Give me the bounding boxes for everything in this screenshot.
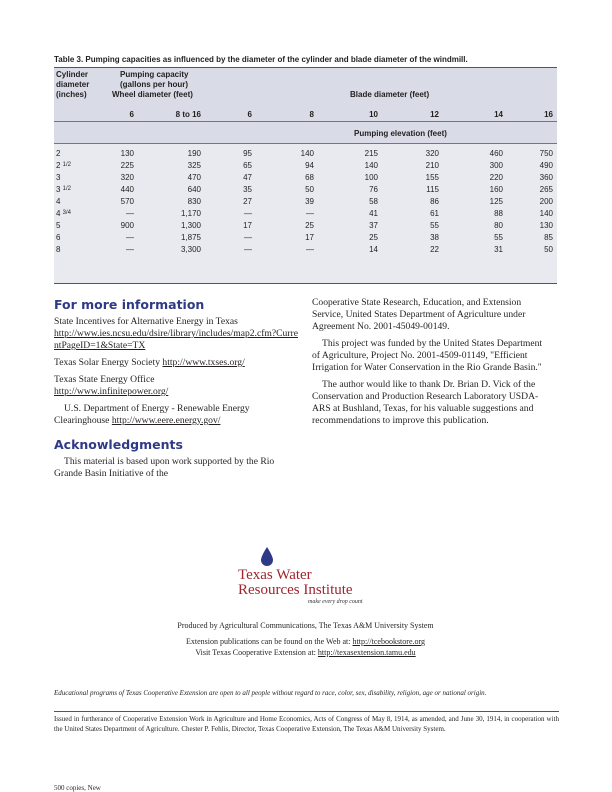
- capacity-cell: 1,170: [180, 209, 201, 218]
- capacity-cell: 900: [120, 221, 134, 230]
- capacity-cell: 3,300: [180, 245, 201, 254]
- capacity-cell: 50: [544, 245, 553, 254]
- capacity-cell: 490: [539, 161, 553, 170]
- capacity-cell: 225: [120, 161, 134, 170]
- table-title: Table 3. Pumping capacities as influenced by the diameter of the cylinder and blade diameter of the windmill.: [54, 55, 468, 64]
- capacity-cell: 440: [120, 185, 134, 194]
- capacity-cell: 140: [300, 149, 314, 158]
- capacity-cell: 100: [364, 173, 378, 182]
- more-info-item-text: Texas Solar Energy Society: [54, 357, 160, 368]
- capacity-cell: 155: [425, 173, 439, 182]
- capacity-cell: 47: [243, 173, 252, 182]
- ack-paragraph-2: This project was funded by the United States Department of Agriculture, Project No. 2001-4509-01149, "Efficient Irrigation for Water Conservation in the Rio Grande Basin.": [312, 338, 543, 373]
- column-header: 12: [430, 110, 439, 119]
- twri-logo: [234, 547, 394, 607]
- issued-statement: Issued in furtherance of Cooperative Extension Work in Agriculture and Home Economics, Acts of Congress of May 8, 1914, as amended, and June 30, 1914, in cooperation with the United States Department of Agriculture. Chester P. Fehlis, Director, Texas Cooperative Extension, The Texas A&M University System.: [54, 715, 559, 733]
- column-header: 8 to 16: [175, 110, 201, 119]
- more-info-item: [54, 357, 300, 369]
- cylinder-diameter-whole: 3: [56, 185, 63, 194]
- capacity-cell: 61: [430, 209, 439, 218]
- capacity-cell: 65: [243, 161, 252, 170]
- column-header: 10: [369, 110, 378, 119]
- header-gallons-per-hour: (gallons per hour): [120, 80, 188, 89]
- visit-line: [54, 647, 557, 658]
- capacity-cell: 58: [369, 197, 378, 206]
- cylinder-diameter-fraction: 1/2: [62, 162, 72, 168]
- more-info-item: [54, 374, 300, 398]
- logo-line-2: Resources Institute: [238, 582, 353, 598]
- more-info-item-text: State Incentives for Alternative Energy in Texas: [54, 316, 238, 327]
- cylinder-diameter-cell: [56, 173, 60, 183]
- capacity-cell: 37: [369, 221, 378, 230]
- cylinder-diameter-cell: [56, 221, 60, 231]
- right-column: [312, 297, 552, 432]
- capacity-cell: 140: [364, 161, 378, 170]
- cylinder-diameter-cell: [56, 197, 60, 207]
- capacity-cell: 750: [539, 149, 553, 158]
- cylinder-diameter-whole: 4: [56, 197, 61, 206]
- header-divider: [54, 121, 557, 122]
- capacity-cell: 1,875: [180, 233, 201, 242]
- capacity-cell: 80: [494, 221, 503, 230]
- header-blade-diameter: Blade diameter (feet): [350, 90, 430, 99]
- capacity-cell: 200: [539, 197, 553, 206]
- capacity-cell: 88: [494, 209, 503, 218]
- header-pumping-capacity: Pumping capacity: [120, 70, 189, 79]
- capacity-cell: 325: [187, 161, 201, 170]
- credits: [54, 620, 557, 658]
- capacity-cell: 50: [305, 185, 314, 194]
- capacity-cell: 27: [243, 197, 252, 206]
- cylinder-diameter-whole: 5: [56, 221, 61, 230]
- cylinder-diameter-whole: 2: [56, 161, 63, 170]
- capacity-cell: —: [126, 245, 134, 254]
- capacity-cell: 460: [489, 149, 503, 158]
- logo-line-1: Texas Water: [238, 567, 312, 583]
- more-info-item: [54, 316, 300, 352]
- visit-text: Visit Texas Cooperative Extension at:: [195, 648, 316, 657]
- left-column: [54, 297, 300, 485]
- more-info-link[interactable]: http://www.infinitepower.org/: [54, 386, 169, 397]
- cylinder-diameter-whole: 2: [56, 149, 61, 158]
- capacity-cell: 95: [243, 149, 252, 158]
- cylinder-diameter-cell: [56, 149, 60, 159]
- column-header: 6: [129, 110, 134, 119]
- capacity-cell: 215: [364, 149, 378, 158]
- capacity-cell: 94: [305, 161, 314, 170]
- more-info-item: [54, 403, 300, 427]
- capacity-cell: 38: [430, 233, 439, 242]
- capacity-cell: 55: [494, 233, 503, 242]
- cylinder-diameter-whole: 4: [56, 209, 63, 218]
- more-info-item-text: U.S. Department of Energy - Renewable Energy Clearinghouse: [54, 403, 250, 426]
- capacity-cell: 470: [187, 173, 201, 182]
- more-info-link[interactable]: http://www.ies.ncsu.edu/dsire/library/includes/map2.cfm?CurrentPageID=1&State=TX: [54, 328, 298, 351]
- capacity-cell: —: [244, 245, 252, 254]
- column-header: 8: [309, 110, 314, 119]
- capacity-cell: 130: [539, 221, 553, 230]
- visit-link[interactable]: http://texasextension.tamu.edu: [317, 648, 416, 657]
- header-cylinder-line1: Cylinder: [56, 70, 89, 79]
- capacity-cell: —: [306, 209, 314, 218]
- water-drop-icon: [260, 547, 274, 567]
- capacity-cell: 17: [305, 233, 314, 242]
- capacity-cell: 640: [187, 185, 201, 194]
- header-cylinder-line3: (inches): [56, 90, 87, 99]
- capacity-cell: 22: [430, 245, 439, 254]
- capacity-cell: 320: [120, 173, 134, 182]
- capacity-cell: 14: [369, 245, 378, 254]
- footer-rule: [54, 711, 559, 712]
- capacity-cell: 220: [489, 173, 503, 182]
- capacity-cell: 360: [539, 173, 553, 182]
- capacity-cell: 25: [369, 233, 378, 242]
- capacity-cell: 35: [243, 185, 252, 194]
- capacity-cell: 265: [539, 185, 553, 194]
- capacity-cell: 76: [369, 185, 378, 194]
- capacity-cell: 210: [425, 161, 439, 170]
- capacity-cell: 130: [120, 149, 134, 158]
- capacity-cell: —: [306, 245, 314, 254]
- capacity-cell: 31: [494, 245, 503, 254]
- more-info-link[interactable]: http://www.eere.energy.gov/: [111, 415, 221, 426]
- ack-paragraph-1-start: This material is based upon work supported by the Rio Grande Basin Initiative of the: [54, 456, 275, 479]
- capacity-cell: 86: [430, 197, 439, 206]
- capacity-cell: 55: [430, 221, 439, 230]
- more-info-heading: For more information: [54, 297, 205, 312]
- capacity-cell: 125: [489, 197, 503, 206]
- capacity-cell: 85: [544, 233, 553, 242]
- column-header: 14: [494, 110, 503, 119]
- ext-pubs-text: Extension publications can be found on the Web at:: [185, 637, 351, 646]
- produced-by: Produced by Agricultural Communications, The Texas A&M University System: [177, 621, 434, 630]
- print-series: 500 copies, New: [54, 784, 101, 792]
- cylinder-diameter-cell: [56, 209, 71, 219]
- ext-pubs-link[interactable]: http://tcebookstore.org: [352, 637, 426, 646]
- more-info-link[interactable]: http://www.txses.org/: [162, 357, 245, 368]
- more-info-item-text: Texas State Energy Office: [54, 374, 155, 385]
- cylinder-diameter-cell: [56, 233, 60, 243]
- cylinder-diameter-cell: [56, 245, 60, 255]
- header-cylinder-line2: diameter: [56, 80, 90, 89]
- header-pumping-elevation: Pumping elevation (feet): [354, 129, 447, 138]
- cylinder-diameter-fraction: 1/2: [62, 186, 72, 192]
- capacity-cell: 320: [425, 149, 439, 158]
- ext-pubs-line: [54, 636, 557, 647]
- cylinder-diameter-fraction: 3/4: [62, 210, 72, 216]
- cylinder-diameter-cell: [56, 161, 71, 171]
- capacity-cell: —: [126, 209, 134, 218]
- capacity-cell: 300: [489, 161, 503, 170]
- capacity-cell: 830: [187, 197, 201, 206]
- capacity-cell: 1,300: [180, 221, 201, 230]
- ack-paragraph-3: The author would like to thank Dr. Brian D. Vick of the Conservation and Production Research Laboratory USDA-ARS at Bushland, Texas, for his valuable suggestions and recommendations to improve this publication.: [312, 379, 539, 426]
- capacity-cell: 25: [305, 221, 314, 230]
- header-wheel-diameter: Wheel diameter (feet): [112, 90, 193, 99]
- cylinder-diameter-whole: 6: [56, 233, 61, 242]
- ack-paragraph-1-end: Cooperative State Research, Education, and Extension Service, United States Department of Agriculture under Agreement No. 2001-45049-00149.: [312, 297, 526, 332]
- capacity-cell: 17: [243, 221, 252, 230]
- cylinder-diameter-whole: 8: [56, 245, 61, 254]
- capacity-cell: 190: [187, 149, 201, 158]
- header-divider: [54, 143, 557, 144]
- equal-opportunity-disclaimer: Educational programs of Texas Cooperative Extension are open to all people without regard to race, color, sex, disability, religion, age or national origin.: [54, 689, 487, 697]
- column-header: 6: [247, 110, 252, 119]
- capacity-cell: —: [126, 233, 134, 242]
- cylinder-diameter-cell: [56, 185, 71, 195]
- capacity-cell: 41: [369, 209, 378, 218]
- capacity-cell: 140: [539, 209, 553, 218]
- column-header: 16: [544, 110, 553, 119]
- capacity-cell: 115: [426, 185, 439, 194]
- capacity-cell: —: [244, 209, 252, 218]
- cylinder-diameter-whole: 3: [56, 173, 61, 182]
- capacity-cell: —: [244, 233, 252, 242]
- capacity-cell: 68: [305, 173, 314, 182]
- pumping-capacity-table: [54, 67, 557, 283]
- capacity-cell: 39: [305, 197, 314, 206]
- capacity-cell: 570: [120, 197, 134, 206]
- capacity-cell: 160: [489, 185, 503, 194]
- logo-tagline: make every drop count: [308, 599, 363, 605]
- acknowledgments-heading: Acknowledgments: [54, 437, 183, 452]
